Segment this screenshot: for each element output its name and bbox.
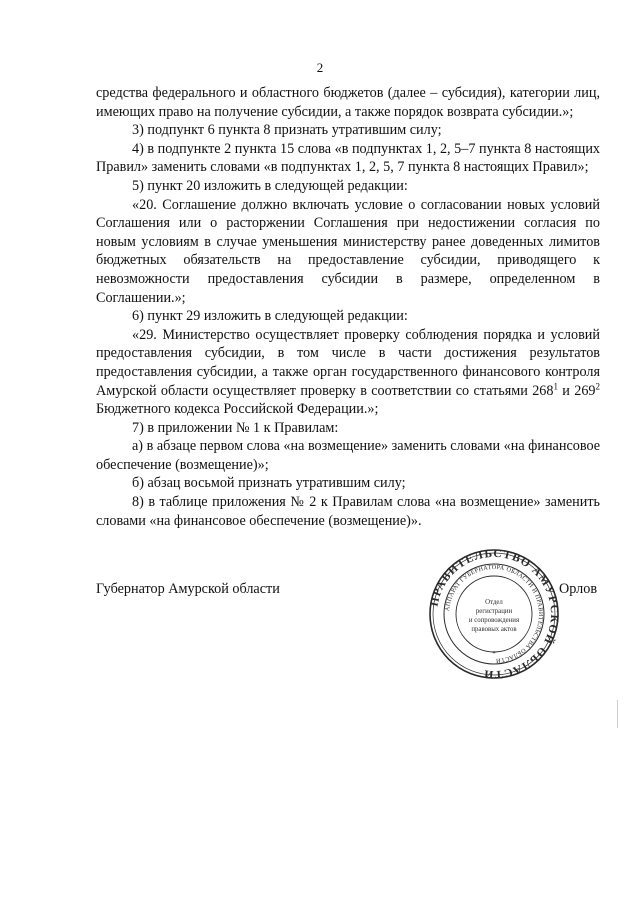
seal-graphic bbox=[428, 548, 560, 680]
paragraph: 7) в приложении № 1 к Правилам: bbox=[132, 419, 339, 436]
paragraph: «20. Соглашение должно включать условие о согласовании новых условий Соглашения или о расторжении Соглашения при недостижении согласия по новым условиям в случае уменьшения министерству ранее доведенных лимитов бюджетных обязательств на предоставление субсидии, приводящего к невозможности предоставления субсидии в размере, определенном в Соглашении.»; bbox=[96, 196, 600, 306]
page-number: 2 bbox=[316, 60, 324, 75]
paragraph: б) абзац восьмой признать утратившим силу; bbox=[132, 475, 406, 492]
svg-text:*: * bbox=[492, 650, 496, 658]
paragraph: а) в абзаце первом слова «на возмещение» заменить словами «на финансовое обеспечение (возмещение)»; bbox=[96, 438, 601, 473]
svg-text:регистрации: регистрации bbox=[475, 608, 513, 615]
paragraph: 8) в таблице приложения № 2 к Правилам слова «на возмещение» заменить словами «на финансовое обеспечение (возмещение)». bbox=[96, 494, 600, 529]
paragraph: «29. Министерство осуществляет проверку соблюдения порядка и условий предоставления субсидии, в том числе в части достижения результатов предоставления субсидии, а также орган государственного финансового контроля Амурской области осуществляет проверку в соответствии со статьями $268^1$ и $269^2$ Бюджетного кодекса Российской Федерации.»; bbox=[96, 326, 601, 418]
signatory-name: Орлов bbox=[559, 581, 598, 597]
official-seal-stamp bbox=[428, 548, 560, 680]
paragraph: 4) в подпункте 2 пункта 15 слова «в подпунктах 1, 2, 5–7 пункта 8 настоящих Правил» заменить словами «в подпунктах 1, 2, 5, 7 пункта 8 настоящих Правил»; bbox=[96, 140, 600, 176]
paragraph: средства федерального и областного бюджетов (далее – субсидия), категории лиц, имеющих право на получение субсидии, а также порядок возврата субсидии.»; bbox=[96, 85, 600, 120]
signatory-title: Губернатор Амурской области bbox=[96, 581, 280, 597]
paragraph: 5) пункт 20 изложить в следующей редакции: bbox=[132, 177, 408, 194]
paragraph: 6) пункт 29 изложить в следующей редакции: bbox=[132, 308, 408, 325]
svg-text:Отдел: Отдел bbox=[485, 599, 503, 606]
scan-edge-mark bbox=[617, 700, 618, 728]
svg-text:правовых актов: правовых актов bbox=[471, 626, 517, 633]
svg-text:АППАРАТ ГУБЕРНАТОРА ОБЛАСТИ И: АППАРАТ ГУБЕРНАТОРА ОБЛАСТИ И ПРАВИТЕЛЬСТВА ОБЛАСТИ bbox=[444, 563, 545, 665]
svg-text:и сопровождения: и сопровождения bbox=[468, 617, 520, 624]
svg-text:ПРАВИТЕЛЬСТВО АМУРСКОЙ ОБЛАСТИ: ПРАВИТЕЛЬСТВО АМУРСКОЙ ОБЛАСТИ bbox=[428, 548, 560, 680]
paragraph: 3) подпункт 6 пункта 8 признать утратившим силу; bbox=[132, 122, 442, 139]
